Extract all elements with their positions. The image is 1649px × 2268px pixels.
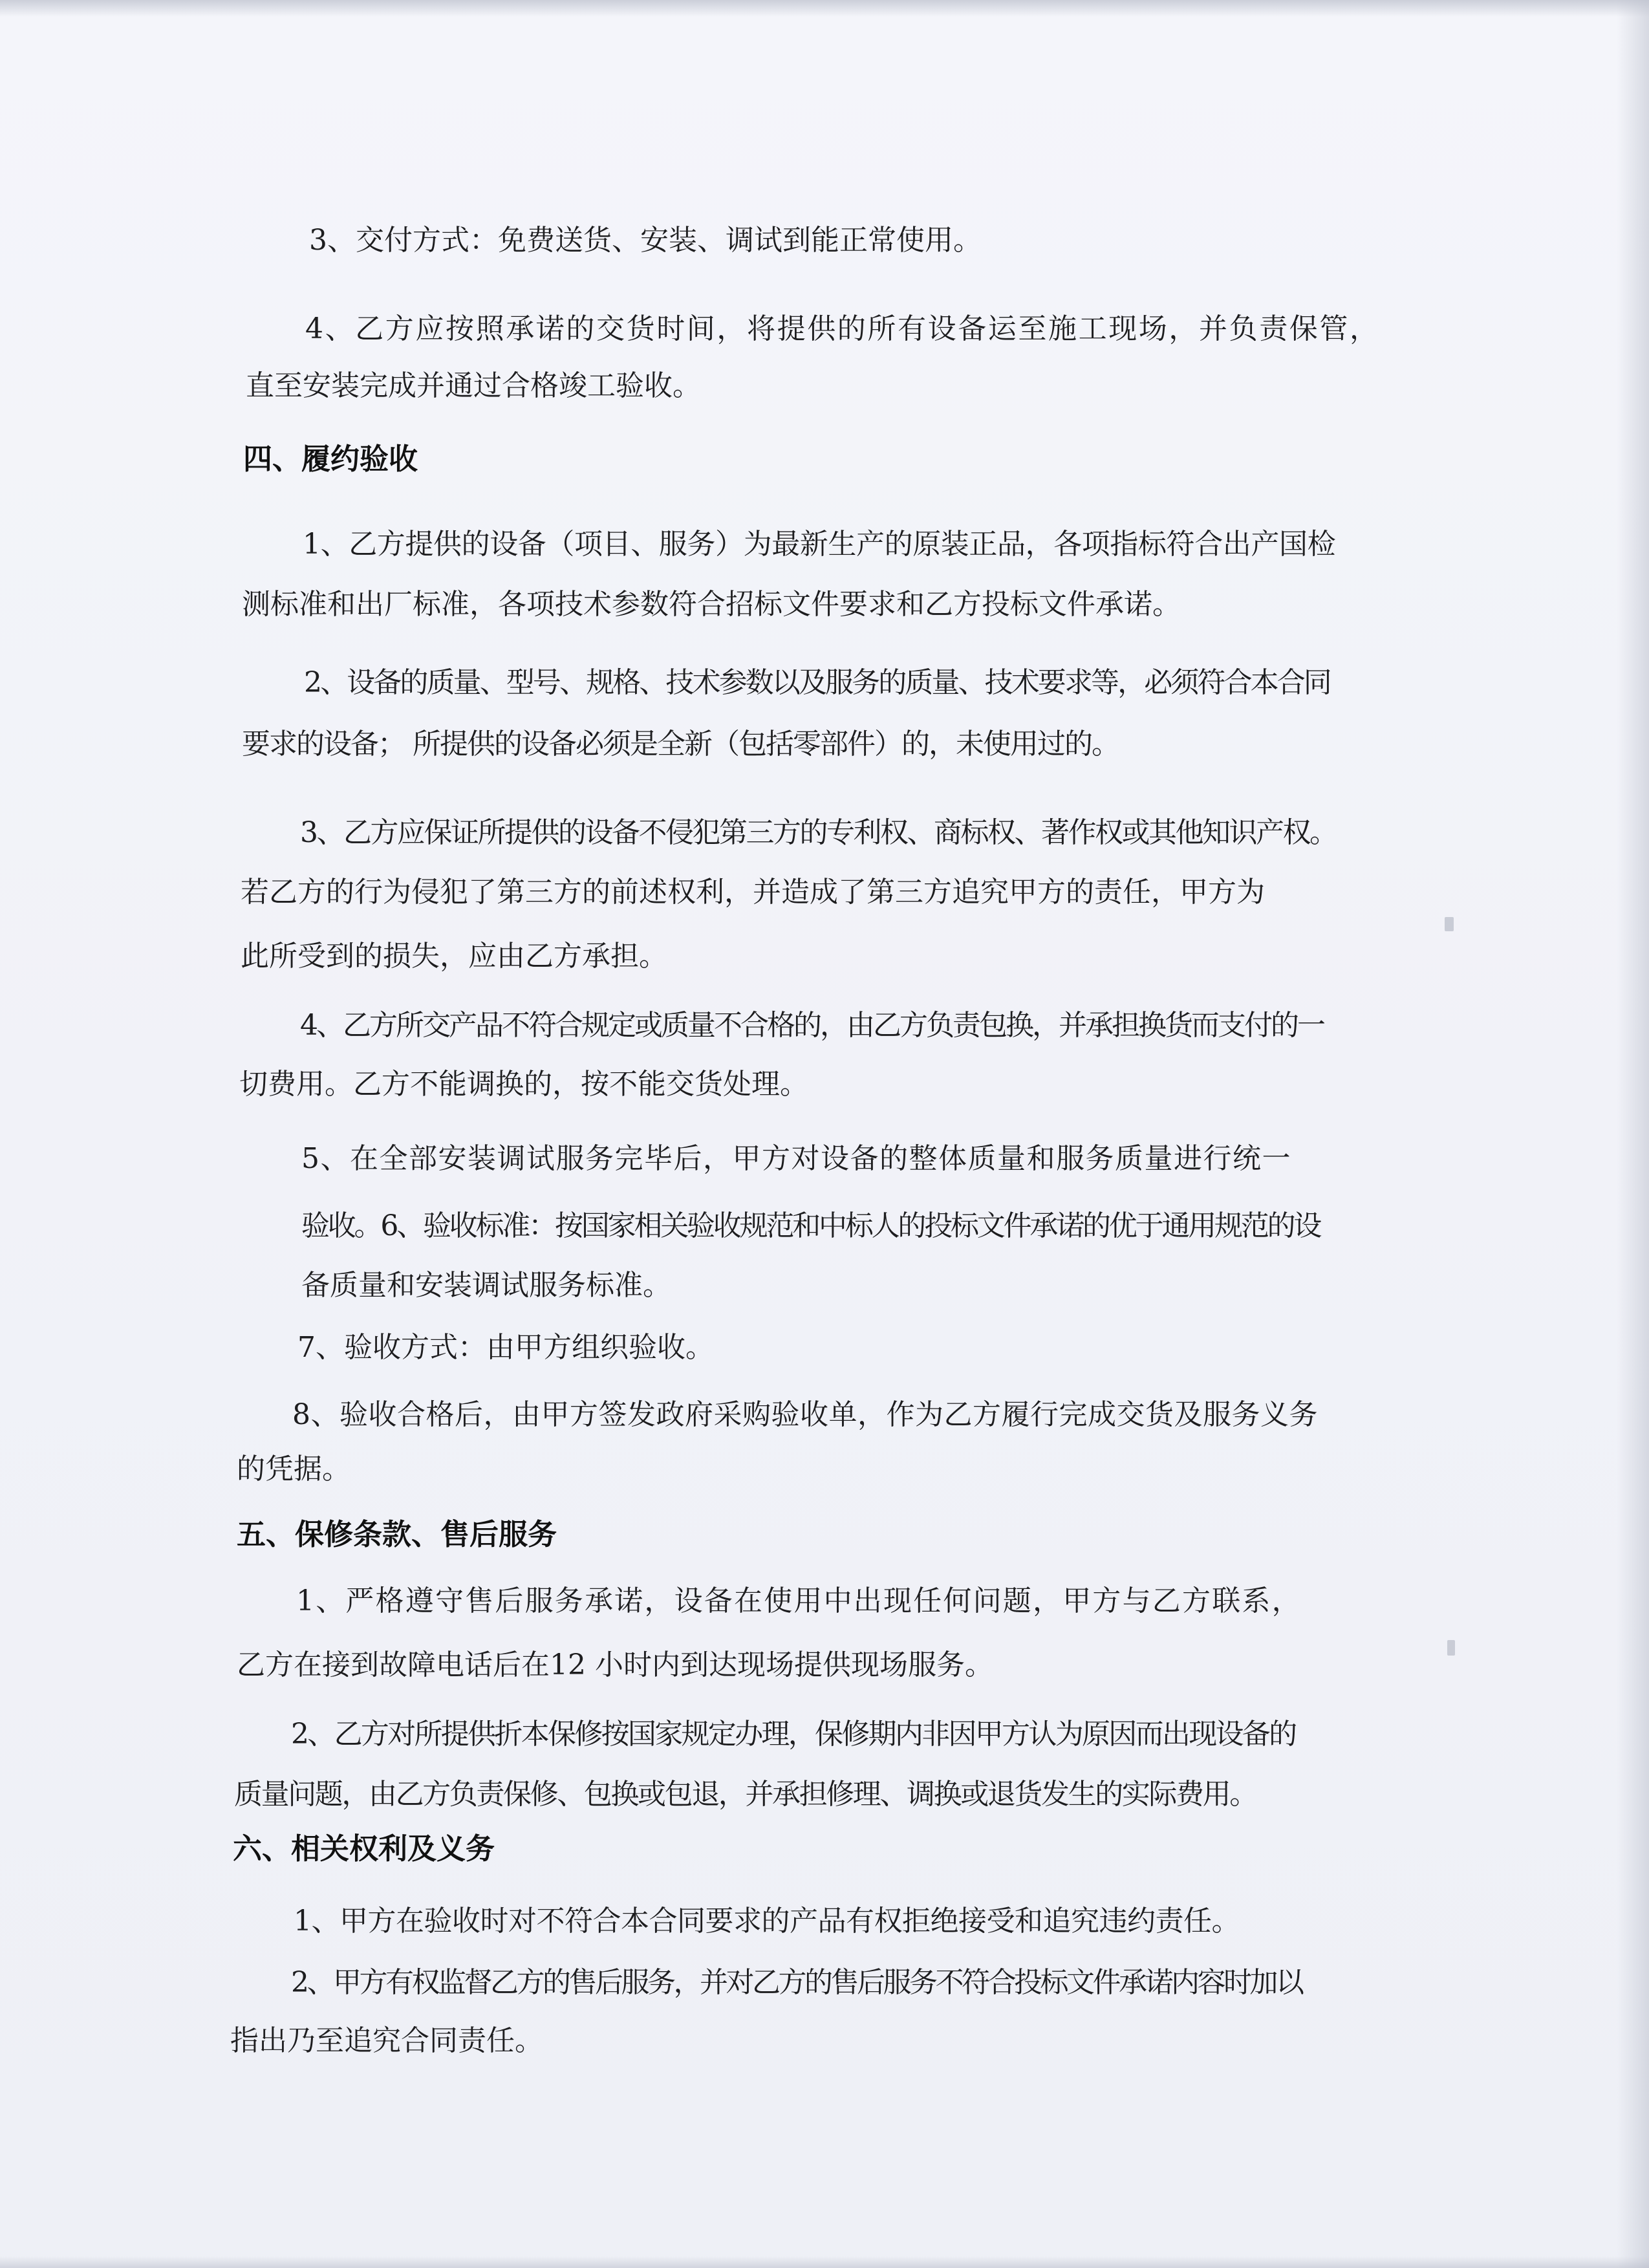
section-heading: 四、履约验收 <box>243 442 418 476</box>
text-line: 若乙方的行为侵犯了第三方的前述权利，并造成了第三方追究甲方的责任，甲方为 <box>241 876 1265 909</box>
text-line: 指出乃至追究合同责任。 <box>230 2024 543 2057</box>
text-line: 验收。6、验收标准：按国家相关验收规范和中标人的投标文件承诺的优于通用规范的设 <box>301 1209 1320 1242</box>
text-line: 质量问题，由乙方负责保修、包换或包退，并承担修理、调换或退货发生的实际费用。 <box>234 1778 1256 1811</box>
text-line: 测标准和出厂标准，各项技术参数符合招标文件要求和乙方投标文件承诺。 <box>242 588 1181 621</box>
text-line: 1、严格遵守售后服务承诺，设备在使用中出现任何问题，甲方与乙方联系， <box>296 1584 1302 1617</box>
section-heading: 五、保修条款、售后服务 <box>237 1517 557 1551</box>
text-line: 4、乙方所交产品不符合规定或质量不合格的，由乙方负责包换，并承担换货而支付的一 <box>300 1009 1324 1042</box>
text-line: 5、在全部安装调试服务完毕后，甲方对设备的整体质量和服务质量进行统一 <box>301 1142 1291 1175</box>
text-line: 2、乙方对所提供折本保修按国家规定办理，保修期内非因甲方认为原因而出现设备的 <box>291 1718 1296 1751</box>
text-line: 7、验收方式：由甲方组织验收。 <box>297 1331 714 1364</box>
text-line: 3、交付方式：免费送货、安装、调试到能正常使用。 <box>309 224 982 257</box>
text-line: 备质量和安装调试服务标准。 <box>301 1269 671 1302</box>
text-line: 2、设备的质量、型号、规格、技术参数以及服务的质量、技术要求等，必须符合本合同 <box>304 666 1330 699</box>
scan-shadow-right <box>1617 0 1649 2268</box>
section-heading: 六、相关权利及义务 <box>233 1831 495 1866</box>
scan-speck <box>1447 1640 1455 1656</box>
text-line: 4、乙方应按照承诺的交货时间，将提供的所有设备运至施工现场，并负责保管， <box>305 312 1380 345</box>
scan-shadow-top <box>0 0 1649 17</box>
text-line: 8、验收合格后，由甲方签发政府采购验收单，作为乙方履行完成交货及服务义务 <box>292 1398 1318 1431</box>
text-line: 此所受到的损失，应由乙方承担。 <box>241 940 667 973</box>
text-line: 1、乙方提供的设备（项目、服务）为最新生产的原装正品，各项指标符合出产国检 <box>303 528 1336 561</box>
text-line: 的凭据。 <box>237 1453 350 1485</box>
text-line: 直至安装完成并通过合格竣工验收。 <box>246 369 701 402</box>
text-line: 2、甲方有权监督乙方的售后服务，并对乙方的售后服务不符合投标文件承诺内容时加以 <box>291 1966 1302 1999</box>
text-line: 乙方在接到故障电话后在12 小时内到达现场提供现场服务。 <box>237 1648 993 1681</box>
text-line: 1、甲方在验收时对不符合本合同要求的产品有权拒绝接受和追究违约责任。 <box>294 1905 1240 1938</box>
scan-shadow-bottom <box>0 2256 1649 2268</box>
text-line: 切费用。乙方不能调换的，按不能交货处理。 <box>239 1068 808 1101</box>
text-line: 要求的设备； 所提供的设备必须是全新（包括零部件）的，未使用过的。 <box>242 728 1119 761</box>
text-line: 3、乙方应保证所提供的设备不侵犯第三方的专利权、商标权、著作权或其他知识产权。 <box>300 816 1337 849</box>
scan-speck <box>1445 917 1454 931</box>
